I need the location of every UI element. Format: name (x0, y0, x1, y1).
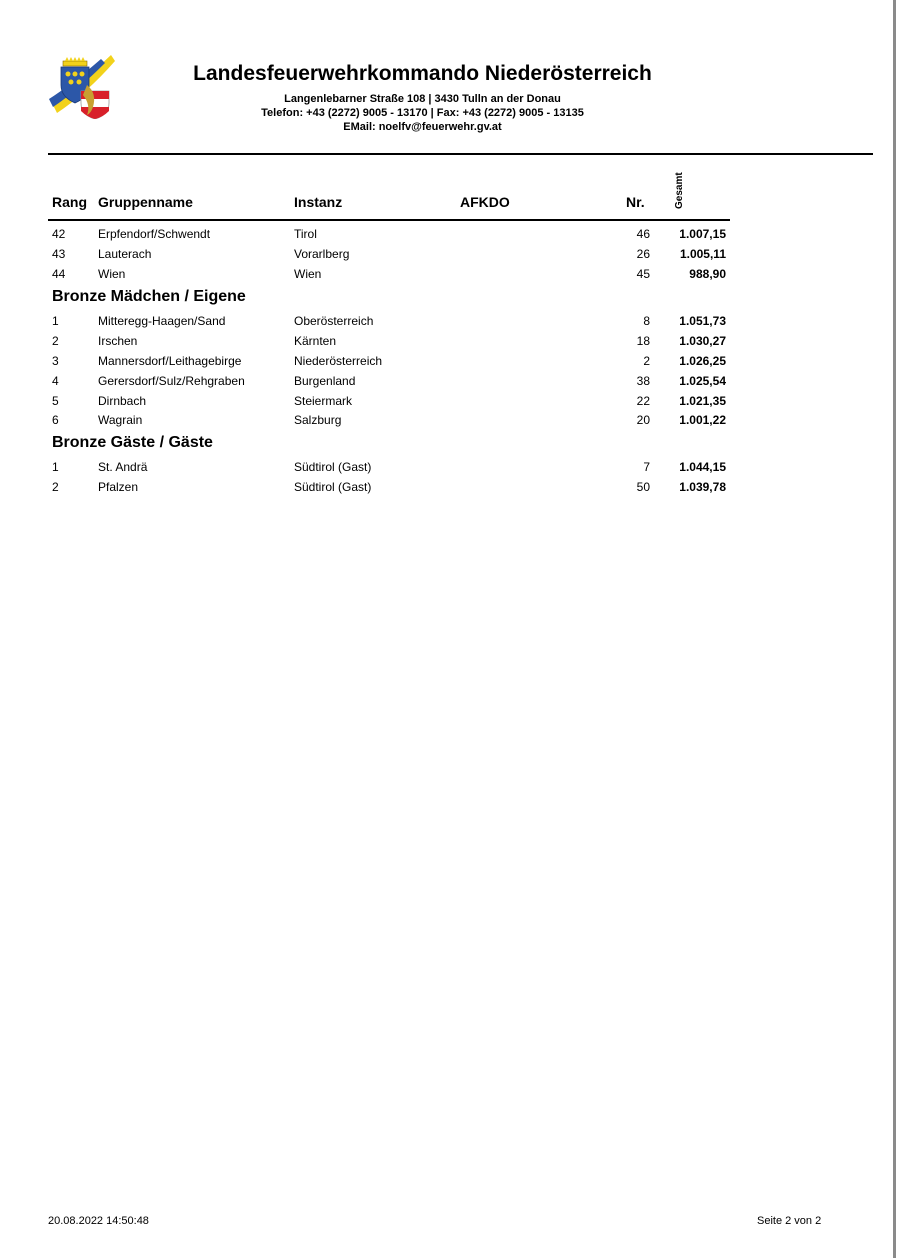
gesamt-cell: 1.021,35 (679, 394, 726, 408)
rang-cell: 44 (52, 267, 66, 281)
rang-cell: 4 (52, 374, 59, 388)
instanz-cell: Tirol (294, 227, 317, 241)
rang-cell: 1 (52, 314, 59, 328)
footer-timestamp: 20.08.2022 14:50:48 (48, 1215, 149, 1227)
feuerwehr-logo-icon (47, 55, 115, 119)
instanz-cell: Burgenland (294, 374, 356, 388)
nr-cell: 46 (636, 227, 650, 241)
rang-cell: 2 (52, 334, 59, 348)
table-row (0, 374, 897, 394)
instanz-cell: Südtirol (Gast) (294, 480, 372, 494)
page-edge-shadow (893, 0, 896, 1258)
gruppenname-cell: Lauterach (98, 247, 152, 261)
gesamt-cell: 1.005,11 (679, 247, 726, 261)
footer-page-number: Seite 2 von 2 (757, 1215, 822, 1227)
instanz-cell: Steiermark (294, 394, 353, 408)
table-row (0, 247, 897, 267)
column-header-afkdo: AFKDO (460, 194, 510, 210)
section-title-bronze-gaeste: Bronze Gäste / Gäste (52, 434, 213, 451)
instanz-cell: Niederösterreich (294, 354, 383, 368)
instanz-cell: Kärnten (294, 334, 337, 348)
table-row (0, 413, 897, 433)
rang-cell: 6 (52, 413, 59, 427)
nr-cell: 50 (636, 480, 650, 494)
nr-cell: 8 (643, 314, 650, 328)
instanz-cell: Südtirol (Gast) (294, 460, 372, 474)
header-phone-fax: Telefon: +43 (2272) 9005 - 13170 | Fax: +43 (2272) 9005 - 13135 (261, 107, 584, 119)
gruppenname-cell: Erpfendorf/Schwendt (98, 227, 211, 241)
gruppenname-cell: Wien (98, 267, 126, 281)
rang-cell: 42 (52, 227, 66, 241)
nr-cell: 45 (636, 267, 650, 281)
gesamt-cell: 1.001,22 (679, 413, 726, 427)
gesamt-cell: 1.044,15 (679, 460, 726, 474)
gruppenname-cell: Pfalzen (98, 480, 139, 494)
rang-cell: 43 (52, 247, 66, 261)
table-row (0, 334, 897, 354)
nr-cell: 18 (636, 334, 650, 348)
header-address: Langenlebarner Straße 108 | 3430 Tulln an der Donau (284, 93, 561, 105)
gruppenname-cell: Wagrain (98, 413, 143, 427)
gesamt-cell: 1.007,15 (679, 227, 726, 241)
table-row (0, 267, 897, 287)
nr-cell: 38 (636, 374, 650, 388)
gruppenname-cell: Gerersdorf/Sulz/Rehgraben (98, 374, 245, 388)
instanz-cell: Vorarlberg (294, 247, 350, 261)
column-header-nr: Nr. (626, 194, 645, 210)
table-row (0, 314, 897, 334)
gesamt-cell: 1.026,25 (679, 354, 726, 368)
table-row (0, 227, 897, 247)
table-row (0, 460, 897, 480)
gesamt-cell: 1.030,27 (679, 334, 726, 348)
rang-cell: 2 (52, 480, 59, 494)
header-email: EMail: noelfv@feuerwehr.gv.at (343, 121, 502, 133)
instanz-cell: Salzburg (294, 413, 342, 427)
table-row (0, 354, 897, 374)
gruppenname-cell: St. Andrä (98, 460, 148, 474)
gruppenname-cell: Mitteregg-Haagen/Sand (98, 314, 226, 328)
rang-cell: 3 (52, 354, 59, 368)
nr-cell: 22 (636, 394, 650, 408)
nr-cell: 26 (636, 247, 650, 261)
rang-cell: 1 (52, 460, 59, 474)
table-header-rule (48, 219, 730, 221)
gruppenname-cell: Irschen (98, 334, 138, 348)
instanz-cell: Wien (294, 267, 322, 281)
column-header-rang: Rang (52, 194, 87, 210)
table-row (0, 394, 897, 414)
nr-cell: 7 (643, 460, 650, 474)
rang-cell: 5 (52, 394, 59, 408)
gruppenname-cell: Mannersdorf/Leithagebirge (98, 354, 242, 368)
nr-cell: 20 (636, 413, 650, 427)
gruppenname-cell: Dirnbach (98, 394, 147, 408)
column-header-gesamt: Gesamt (674, 172, 685, 209)
gesamt-cell: 1.051,73 (679, 314, 726, 328)
instanz-cell: Oberösterreich (294, 314, 374, 328)
nr-cell: 2 (643, 354, 650, 368)
column-header-gruppenname: Gruppenname (98, 194, 193, 210)
header-title: Landesfeuerwehrkommando Niederösterreich (193, 62, 652, 85)
column-header-instanz: Instanz (294, 194, 343, 210)
gesamt-cell: 1.025,54 (679, 374, 726, 388)
table-row (0, 480, 897, 500)
gesamt-cell: 1.039,78 (679, 480, 726, 494)
header-divider (48, 153, 873, 155)
gesamt-cell: 988,90 (689, 267, 726, 281)
section-title-bronze-maedchen: Bronze Mädchen / Eigene (52, 288, 246, 305)
